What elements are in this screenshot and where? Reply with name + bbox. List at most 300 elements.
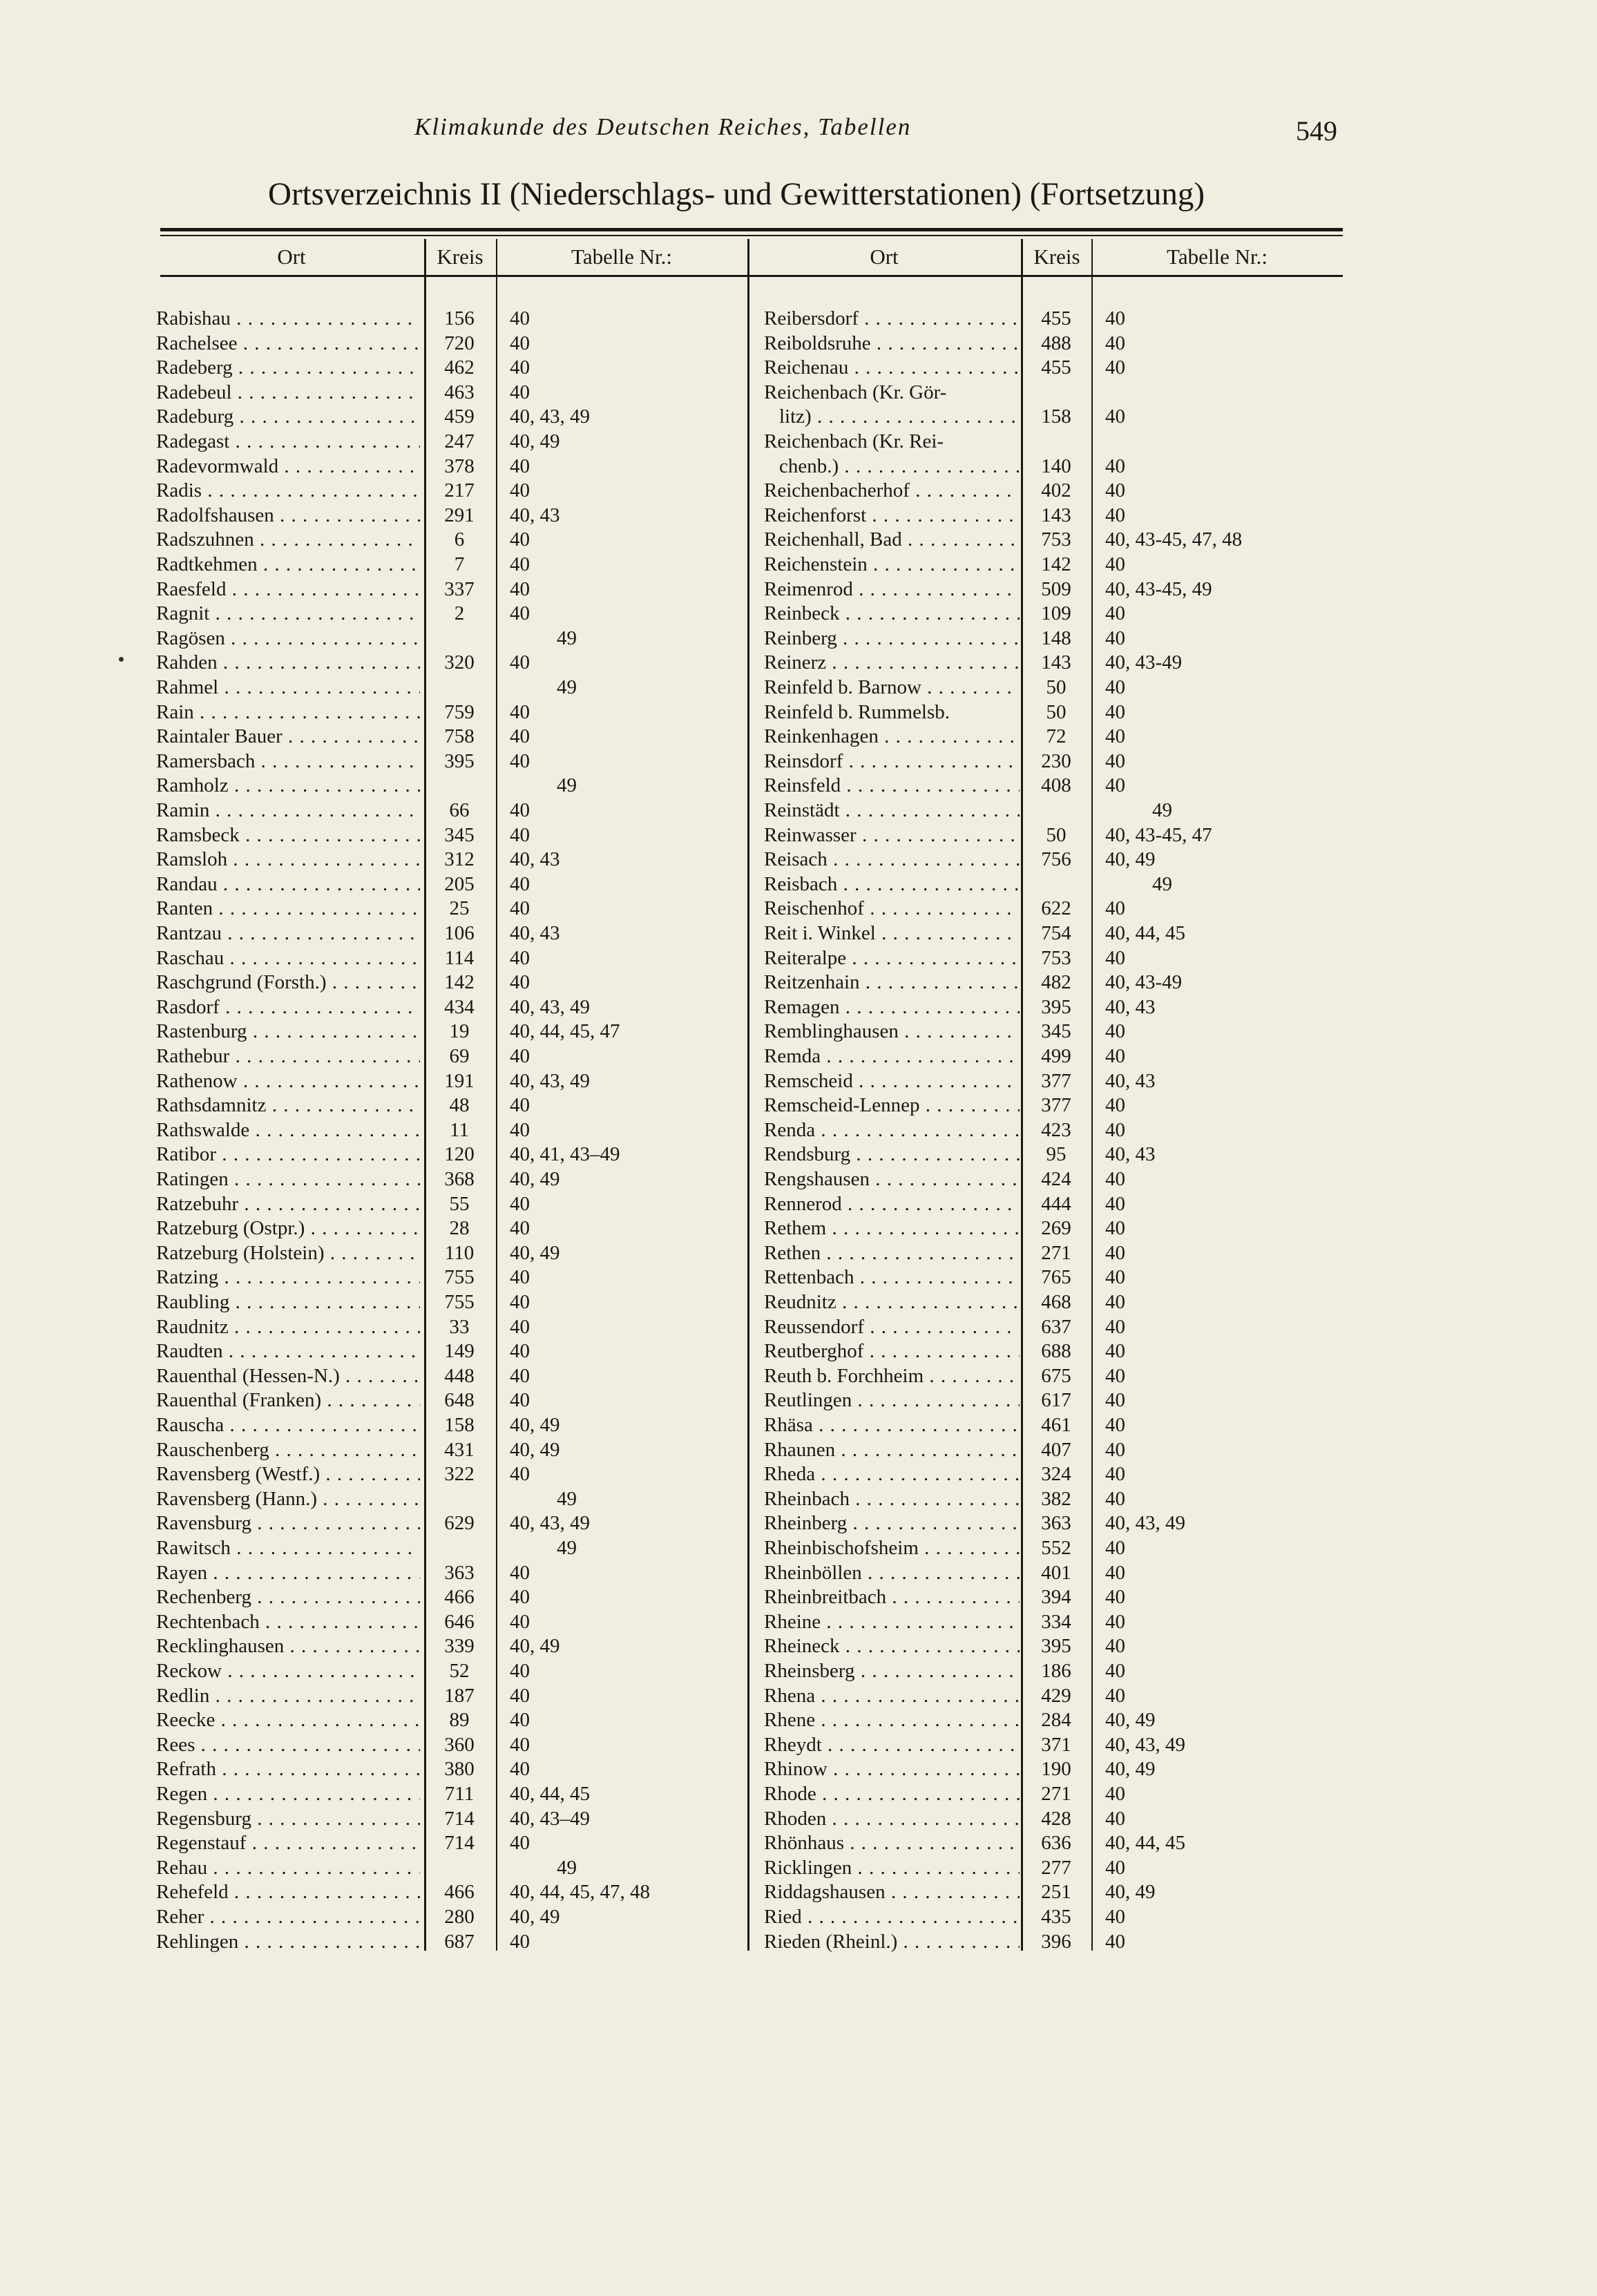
place-name: Riddagshausen . . . xyxy=(764,1880,1020,1904)
tabelle-numbers: 40, 43, 49 xyxy=(510,405,590,428)
table-row xyxy=(0,1610,1597,1634)
tabelle-numbers: 40, 49 xyxy=(1105,848,1156,871)
place-name: Raschau . . . xyxy=(156,946,420,970)
kreis-number: 755 xyxy=(444,1291,475,1313)
tabelle-numbers: 40, 49 xyxy=(510,1438,560,1461)
kreis-number: 247 xyxy=(444,430,475,452)
tabelle-numbers: 40 xyxy=(510,1364,530,1387)
place-name: Reichenbach (Kr. Gör- xyxy=(764,381,947,403)
tabelle-numbers: 40, 49 xyxy=(510,1168,560,1190)
tabelle-numbers: 40 xyxy=(1105,1684,1125,1707)
place-name: Rheineck . . . xyxy=(764,1634,1020,1658)
kreis-number: 114 xyxy=(444,946,475,969)
kreis-number: 28 xyxy=(449,1217,470,1240)
kreis-number: 466 xyxy=(444,1881,475,1904)
table-row xyxy=(0,1585,1597,1609)
header-tabelle-right: Tabelle Nr.: xyxy=(1167,245,1268,269)
place-name: Rhönhaus . . . xyxy=(764,1831,1020,1855)
tabelle-numbers: 40, 44, 45, 47 xyxy=(510,1020,620,1043)
tabelle-numbers: 40, 43-45, 49 xyxy=(1105,577,1212,600)
place-name: Rengshausen . . . xyxy=(764,1167,1020,1192)
table-row xyxy=(0,1290,1597,1314)
table-row xyxy=(0,798,1597,823)
tabelle-numbers: 40 xyxy=(510,1660,530,1682)
table-row xyxy=(0,1413,1597,1437)
place-name: Reudnitz . . . xyxy=(764,1290,1020,1314)
place-name: Ratibor . . . xyxy=(156,1142,420,1167)
table-row xyxy=(0,602,1597,626)
tabelle-numbers: 40, 43, 49 xyxy=(510,995,590,1018)
page-number: 549 xyxy=(1296,115,1337,146)
table-row xyxy=(0,1807,1597,1831)
tabelle-numbers: 40, 41, 43–49 xyxy=(510,1143,620,1166)
place-name: Reichenau . . . xyxy=(764,356,1020,380)
tabelle-numbers: 40, 43-45, 47, 48 xyxy=(1105,528,1243,551)
place-name: Ratzebuhr . . . xyxy=(156,1192,420,1216)
place-name: Reuth b. Forchheim . . . xyxy=(764,1364,1020,1388)
kreis-number: 25 xyxy=(449,897,470,920)
tabelle-numbers: 40 xyxy=(1105,479,1125,502)
place-name: Rauschenberg . . . xyxy=(156,1438,420,1462)
kreis-number: 66 xyxy=(449,799,470,821)
tabelle-numbers: 40 xyxy=(510,897,530,920)
kreis-number: 158 xyxy=(1041,405,1071,428)
place-name: Reibersdorf . . . xyxy=(764,307,1020,331)
place-name: Raubling . . . xyxy=(156,1290,420,1314)
kreis-number: 6 xyxy=(454,528,465,551)
place-name: Rechenberg . . . xyxy=(156,1585,420,1609)
place-name: Rauenthal (Hessen-N.) . . . xyxy=(156,1364,420,1388)
place-name: Ragösen . . . xyxy=(156,626,420,651)
place-name: Rheinbreitbach . . . xyxy=(764,1585,1020,1609)
place-name: Rantzau . . . xyxy=(156,921,420,946)
kreis-number: 377 xyxy=(1041,1094,1071,1117)
place-name: litz) . . . xyxy=(779,405,1020,429)
table-row xyxy=(0,1265,1597,1290)
tabelle-numbers: 40 xyxy=(1105,1586,1125,1609)
kreis-number: 277 xyxy=(1041,1856,1071,1879)
place-name: Reinfeld b. Barnow . . . xyxy=(764,676,1020,700)
place-name: Reinerz . . . xyxy=(764,651,1020,675)
kreis-number: 765 xyxy=(1041,1266,1071,1289)
tabelle-numbers: 40 xyxy=(510,356,530,379)
tabelle-numbers: 40 xyxy=(1105,1807,1125,1830)
tabelle-numbers: 40 xyxy=(1105,700,1125,723)
place-name: Ramin . . . xyxy=(156,798,420,823)
table-row xyxy=(0,970,1597,995)
kreis-number: 675 xyxy=(1041,1364,1071,1387)
tabelle-numbers: 40, 49 xyxy=(510,1241,560,1264)
tabelle-numbers: 40 xyxy=(1105,1118,1125,1141)
kreis-number: 72 xyxy=(1046,725,1067,748)
tabelle-numbers: 40 xyxy=(510,1586,530,1609)
kreis-number: 360 xyxy=(444,1733,475,1756)
kreis-number: 444 xyxy=(1041,1192,1071,1215)
kreis-number: 205 xyxy=(444,872,475,895)
tabelle-numbers: 40 xyxy=(510,1045,530,1067)
place-name: Reinstädt . . . xyxy=(764,798,1020,823)
tabelle-numbers: 40 xyxy=(510,1192,530,1215)
tabelle-numbers: 40 xyxy=(510,455,530,477)
table-row xyxy=(0,1511,1597,1536)
kreis-number: 714 xyxy=(444,1807,475,1830)
place-name: Rabishau . . . xyxy=(156,307,420,331)
tabelle-numbers: 40, 43 xyxy=(510,922,560,944)
table-row xyxy=(0,995,1597,1020)
table-row xyxy=(0,1241,1597,1265)
tabelle-numbers: 40 xyxy=(510,946,530,969)
table-row xyxy=(0,897,1597,921)
tabelle-numbers: 40 xyxy=(510,1094,530,1117)
kreis-number: 368 xyxy=(444,1168,475,1190)
tabelle-numbers: 40 xyxy=(1105,1856,1125,1879)
place-name: Reinfeld b. Rummelsb. xyxy=(764,700,950,723)
tabelle-numbers: 40 xyxy=(1105,946,1125,969)
place-name: Reckow . . . xyxy=(156,1659,420,1683)
place-name: Ranten . . . xyxy=(156,897,420,921)
tabelle-numbers: 40 xyxy=(1105,676,1125,698)
place-name: Remscheid-Lennep . . . xyxy=(764,1093,1020,1118)
tabelle-numbers: 40 xyxy=(1105,1660,1125,1682)
kreis-number: 637 xyxy=(1041,1315,1071,1338)
place-name: Radszuhnen . . . xyxy=(156,528,420,552)
table-row xyxy=(0,430,1597,454)
place-name: Rheinberg . . . xyxy=(764,1511,1020,1536)
place-name: Rheydt . . . xyxy=(764,1733,1020,1757)
place-name: Radebeul . . . xyxy=(156,381,420,405)
header-kreis-right: Kreis xyxy=(1033,245,1080,269)
tabelle-numbers: 40 xyxy=(1105,1168,1125,1190)
kreis-number: 339 xyxy=(444,1635,475,1658)
tabelle-numbers: 40 xyxy=(510,381,530,403)
kreis-number: 395 xyxy=(1041,995,1071,1018)
place-name: Reisach . . . xyxy=(764,848,1020,872)
tabelle-numbers: 40, 44, 45 xyxy=(510,1783,590,1805)
place-name: Rahmel . . . xyxy=(156,676,420,700)
kreis-number: 463 xyxy=(444,381,475,403)
place-name: Rathebur . . . xyxy=(156,1044,420,1069)
tabelle-numbers: 40 xyxy=(510,1389,530,1412)
kreis-number: 52 xyxy=(449,1660,470,1682)
table-row xyxy=(0,455,1597,479)
kreis-number: 291 xyxy=(444,504,475,526)
tabelle-numbers: 40 xyxy=(510,553,530,575)
kreis-number: 434 xyxy=(444,995,475,1018)
place-name: Reischenhof . . . xyxy=(764,897,1020,921)
table-row xyxy=(0,1659,1597,1683)
place-name: Rhinow . . . xyxy=(764,1757,1020,1781)
kreis-number: 271 xyxy=(1041,1783,1071,1805)
place-name: Reiboldsruhe . . . xyxy=(764,332,1020,356)
tabelle-numbers: 40 xyxy=(510,1832,530,1855)
kreis-number: 140 xyxy=(1041,455,1071,477)
kreis-number: 190 xyxy=(1041,1758,1071,1781)
top-rule-thin xyxy=(160,235,1343,236)
kreis-number: 320 xyxy=(444,651,475,674)
place-name: Rayen . . . xyxy=(156,1561,420,1585)
tabelle-numbers: 40, 44, 45 xyxy=(1105,1832,1185,1855)
table-row xyxy=(0,1093,1597,1118)
place-name: Regen . . . xyxy=(156,1782,420,1806)
kreis-number: 448 xyxy=(444,1364,475,1387)
place-name: Recklinghausen . . . xyxy=(156,1634,420,1658)
place-name: Raesfeld . . . xyxy=(156,577,420,602)
table-row xyxy=(0,1315,1597,1339)
kreis-number: 217 xyxy=(444,479,475,502)
place-name: Rachelsee . . . xyxy=(156,332,420,356)
place-name: Radis . . . xyxy=(156,479,420,503)
table-row xyxy=(0,332,1597,356)
tabelle-numbers: 40, 49 xyxy=(510,1906,560,1928)
place-name: Radtkehmen . . . xyxy=(156,553,420,577)
kreis-number: 280 xyxy=(444,1906,475,1928)
tabelle-numbers: 40 xyxy=(510,1217,530,1240)
tabelle-numbers: 40 xyxy=(1105,1020,1125,1043)
place-name: Reichenbacherhof . . . xyxy=(764,479,1020,503)
kreis-number: 402 xyxy=(1041,479,1071,502)
place-name: Rechtenbach . . . xyxy=(156,1610,420,1634)
tabelle-numbers: 40, 43 xyxy=(510,504,560,526)
place-name: Reichenstein . . . xyxy=(764,553,1020,577)
place-name: Ravensberg (Westf.) . . . xyxy=(156,1462,420,1486)
tabelle-numbers: 49 xyxy=(557,774,577,797)
kreis-number: 334 xyxy=(1041,1610,1071,1633)
place-name: Ratingen . . . xyxy=(156,1167,420,1192)
tabelle-numbers: 40 xyxy=(510,479,530,502)
kreis-number: 380 xyxy=(444,1758,475,1781)
kreis-number: 345 xyxy=(1041,1020,1071,1043)
table-row xyxy=(0,725,1597,749)
kreis-number: 636 xyxy=(1041,1832,1071,1855)
tabelle-numbers: 40, 49 xyxy=(510,430,560,452)
kreis-number: 345 xyxy=(444,823,475,846)
kreis-number: 120 xyxy=(444,1143,475,1166)
place-name: Rheine . . . xyxy=(764,1610,1020,1634)
place-name: Reinkenhagen . . . xyxy=(764,725,1020,749)
place-name: Raudnitz . . . xyxy=(156,1315,420,1339)
kreis-number: 648 xyxy=(444,1389,475,1412)
kreis-number: 50 xyxy=(1046,823,1067,846)
place-name: Rehlingen . . . xyxy=(156,1930,420,1954)
place-name: Rathsdamnitz . . . xyxy=(156,1093,420,1118)
place-name: Rawitsch . . . xyxy=(156,1536,420,1560)
kreis-number: 95 xyxy=(1046,1143,1067,1166)
tabelle-numbers: 40 xyxy=(1105,356,1125,379)
place-name: Rees . . . xyxy=(156,1733,420,1757)
tabelle-numbers: 40, 43, 49 xyxy=(510,1069,590,1092)
tabelle-numbers: 40 xyxy=(510,307,530,329)
table-row xyxy=(0,1536,1597,1560)
place-name: Reichenhall, Bad . . . xyxy=(764,528,1020,552)
place-name: Rain . . . xyxy=(156,700,420,725)
table-row xyxy=(0,1880,1597,1904)
place-name: Redlin . . . xyxy=(156,1684,420,1708)
place-name: Ramsloh . . . xyxy=(156,848,420,872)
place-name: Reisbach . . . xyxy=(764,872,1020,897)
tabelle-numbers: 40 xyxy=(510,1709,530,1732)
kreis-number: 50 xyxy=(1046,676,1067,698)
place-name: Ramsbeck . . . xyxy=(156,823,420,848)
table-title: Ortsverzeichnis II (Niederschlags- und Gewitterstationen) (Fortsetzung) xyxy=(268,176,1205,212)
kreis-number: 758 xyxy=(444,725,475,748)
tabelle-numbers: 40 xyxy=(510,528,530,551)
place-name: Rathenow . . . xyxy=(156,1069,420,1093)
tabelle-numbers: 40 xyxy=(510,971,530,994)
tabelle-numbers: 49 xyxy=(1152,799,1172,821)
tabelle-numbers: 40 xyxy=(1105,1389,1125,1412)
kreis-number: 284 xyxy=(1041,1709,1071,1732)
place-name: Reinsdorf . . . xyxy=(764,749,1020,774)
kreis-number: 109 xyxy=(1041,602,1071,625)
table-row xyxy=(0,1364,1597,1388)
place-name: Rastenburg . . . xyxy=(156,1020,420,1044)
place-name: Rehefeld . . . xyxy=(156,1880,420,1904)
kreis-number: 462 xyxy=(444,356,475,379)
table-row xyxy=(0,921,1597,946)
kreis-number: 396 xyxy=(1041,1930,1071,1953)
tabelle-numbers: 40 xyxy=(1105,1635,1125,1658)
place-name: Ricklingen . . . xyxy=(764,1856,1020,1880)
place-name: Remda . . . xyxy=(764,1044,1020,1069)
kreis-number: 378 xyxy=(444,455,475,477)
kreis-number: 646 xyxy=(444,1610,475,1633)
tabelle-numbers: 40, 49 xyxy=(510,1635,560,1658)
kreis-number: 428 xyxy=(1041,1807,1071,1830)
place-name: Ramersbach . . . xyxy=(156,749,420,774)
tabelle-numbers: 40, 43 xyxy=(1105,1143,1156,1166)
table-row xyxy=(0,700,1597,725)
kreis-number: 429 xyxy=(1041,1684,1071,1707)
tabelle-numbers: 40 xyxy=(510,1118,530,1141)
tabelle-numbers: 40 xyxy=(1105,1930,1125,1953)
place-name: Reichenforst . . . xyxy=(764,504,1020,528)
place-name: Ried . . . xyxy=(764,1905,1020,1929)
table-row xyxy=(0,1487,1597,1511)
tabelle-numbers: 40 xyxy=(1105,1192,1125,1215)
kreis-number: 143 xyxy=(1041,651,1071,674)
tabelle-numbers: 40 xyxy=(510,1684,530,1707)
kreis-number: 143 xyxy=(1041,504,1071,526)
table-row xyxy=(0,1905,1597,1929)
kreis-number: 186 xyxy=(1041,1660,1071,1682)
tabelle-numbers: 49 xyxy=(557,1856,577,1879)
table-row xyxy=(0,1020,1597,1044)
header-tabelle-left: Tabelle Nr.: xyxy=(571,245,672,269)
tabelle-numbers: 40 xyxy=(1105,1315,1125,1338)
place-name: Radeburg . . . xyxy=(156,405,420,429)
place-name: Rahden . . . xyxy=(156,651,420,675)
tabelle-numbers: 40, 49 xyxy=(1105,1758,1156,1781)
table-row xyxy=(0,553,1597,577)
tabelle-numbers: 40 xyxy=(1105,1906,1125,1928)
place-name: Rheinbischofsheim . . . xyxy=(764,1536,1020,1560)
kreis-number: 552 xyxy=(1041,1537,1071,1559)
kreis-number: 488 xyxy=(1041,332,1071,354)
table-row xyxy=(0,1118,1597,1142)
header-rule xyxy=(160,275,1343,277)
place-name: Reutlingen . . . xyxy=(764,1388,1020,1413)
table-row xyxy=(0,1044,1597,1069)
place-name: Radegast . . . xyxy=(156,430,420,454)
kreis-number: 468 xyxy=(1041,1291,1071,1313)
table-row xyxy=(0,1069,1597,1093)
kreis-number: 622 xyxy=(1041,897,1071,920)
kreis-number: 89 xyxy=(449,1709,470,1732)
table-row xyxy=(0,1856,1597,1880)
tabelle-numbers: 40, 43 xyxy=(1105,1069,1156,1092)
tabelle-numbers: 40 xyxy=(1105,774,1125,797)
kreis-number: 322 xyxy=(444,1463,475,1486)
header-ort-right: Ort xyxy=(870,245,899,269)
kreis-number: 459 xyxy=(444,405,475,428)
kreis-number: 753 xyxy=(1041,946,1071,969)
kreis-number: 106 xyxy=(444,922,475,944)
table-row xyxy=(0,872,1597,897)
place-name: Rhoden . . . xyxy=(764,1807,1020,1831)
place-name: Reinberg . . . xyxy=(764,626,1020,651)
tabelle-numbers: 40, 43, 49 xyxy=(1105,1733,1185,1756)
kreis-number: 753 xyxy=(1041,528,1071,551)
place-name: Reichenbach (Kr. Rei- xyxy=(764,430,944,452)
place-name: Rettenbach . . . xyxy=(764,1265,1020,1290)
tabelle-numbers: 40, 43–49 xyxy=(510,1807,590,1830)
tabelle-numbers: 40 xyxy=(1105,307,1125,329)
tabelle-numbers: 40 xyxy=(1105,725,1125,748)
tabelle-numbers: 40 xyxy=(1105,1266,1125,1289)
tabelle-numbers: 40 xyxy=(1105,504,1125,526)
tabelle-numbers: 40 xyxy=(510,1610,530,1633)
place-name: Raintaler Bauer . . . xyxy=(156,725,420,749)
place-name: Rheda . . . xyxy=(764,1462,1020,1486)
tabelle-numbers: 40 xyxy=(510,1758,530,1781)
kreis-number: 711 xyxy=(444,1783,475,1805)
kreis-number: 688 xyxy=(1041,1340,1071,1363)
kreis-number: 617 xyxy=(1041,1389,1071,1412)
tabelle-numbers: 40 xyxy=(1105,1045,1125,1067)
tabelle-numbers: 40 xyxy=(510,799,530,821)
tabelle-numbers: 40 xyxy=(1105,1364,1125,1387)
tabelle-numbers: 49 xyxy=(557,1487,577,1510)
place-name: Remagen . . . xyxy=(764,995,1020,1020)
table-row xyxy=(0,823,1597,848)
table-row xyxy=(0,1216,1597,1241)
kreis-number: 401 xyxy=(1041,1561,1071,1584)
kreis-number: 435 xyxy=(1041,1906,1071,1928)
place-name: Renda . . . xyxy=(764,1118,1020,1142)
tabelle-numbers: 40 xyxy=(510,725,530,748)
table-row xyxy=(0,1930,1597,1954)
tabelle-numbers: 40 xyxy=(1105,602,1125,625)
place-name: Rhaunen . . . xyxy=(764,1438,1020,1462)
place-name: Rendsburg . . . xyxy=(764,1142,1020,1167)
tabelle-numbers: 40 xyxy=(1105,1340,1125,1363)
tabelle-numbers: 40 xyxy=(1105,1610,1125,1633)
table-row xyxy=(0,676,1597,700)
table-row xyxy=(0,405,1597,429)
header-ort-left: Ort xyxy=(277,245,306,269)
tabelle-numbers: 40 xyxy=(510,823,530,846)
table-row xyxy=(0,1782,1597,1806)
place-name: Rehau . . . xyxy=(156,1856,420,1880)
kreis-number: 187 xyxy=(444,1684,475,1707)
table-row xyxy=(0,1561,1597,1585)
tabelle-numbers: 40 xyxy=(1105,1537,1125,1559)
tabelle-numbers: 40, 43 xyxy=(510,848,560,871)
tabelle-numbers: 40, 43, 49 xyxy=(1105,1512,1185,1535)
place-name: Ratzeburg (Ostpr.) . . . xyxy=(156,1216,420,1241)
place-name: Rheinsberg . . . xyxy=(764,1659,1020,1683)
place-name: Reiteralpe . . . xyxy=(764,946,1020,970)
